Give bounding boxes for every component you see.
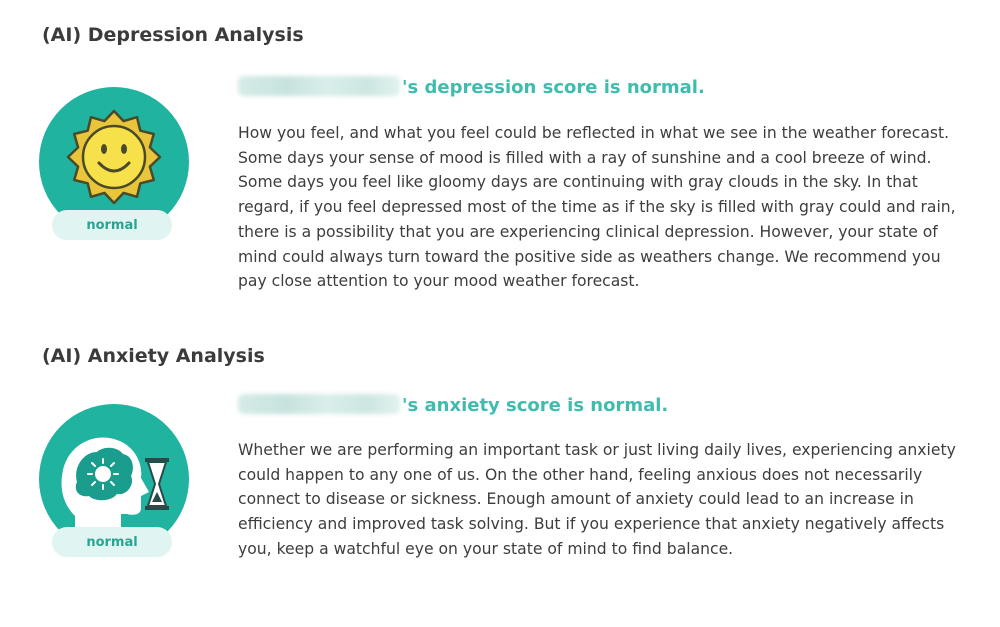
anxiety-status-badge: normal — [52, 527, 172, 557]
depression-headline — [238, 76, 705, 98]
anxiety-section-title: (AI) Anxiety Analysis — [42, 345, 265, 367]
anxiety-description: Whether we are performing an important task or just living daily lives, experiencing anxiety could happen to any one of us. On the other hand, feeling anxious does not necessarily connect to disease or sickness. Enough amount of anxiety could lead to an increase in efficiency and improved task solving. But if you experience that anxiety negatively affects you, keep a watchful eye on your state of mind to find balance. — [238, 441, 956, 558]
anxiety-badge — [39, 404, 189, 554]
hourglass-icon — [145, 458, 169, 510]
anxiety-headline — [238, 394, 668, 416]
depression-status-badge: normal — [52, 210, 172, 240]
anxiety-headline-text: 's anxiety score is normal. — [402, 395, 669, 416]
depression-section-title: (AI) Depression Analysis — [42, 24, 304, 46]
depression-description: How you feel, and what you feel could be reflected in what we see in the weather forecast. Some days your sense of mood is filled with a ray of sunshine and a cool breeze of wind. Some days you feel like gloomy days are continuing with gray clouds in the sky. In that regard, if you feel depressed most of the time as if the sky is filled with gray could and rain, there is a possibility that you are experiencing clinical depression. However, your state of mind could always turn toward the positive side as weathers change. We recommend you pay close attention to your mood weather forecast. — [238, 124, 956, 291]
depression-headline-text: 's depression score is normal. — [402, 77, 705, 98]
depression-badge — [39, 87, 189, 237]
blurred-user-name — [238, 394, 400, 414]
blurred-user-name — [238, 76, 400, 96]
